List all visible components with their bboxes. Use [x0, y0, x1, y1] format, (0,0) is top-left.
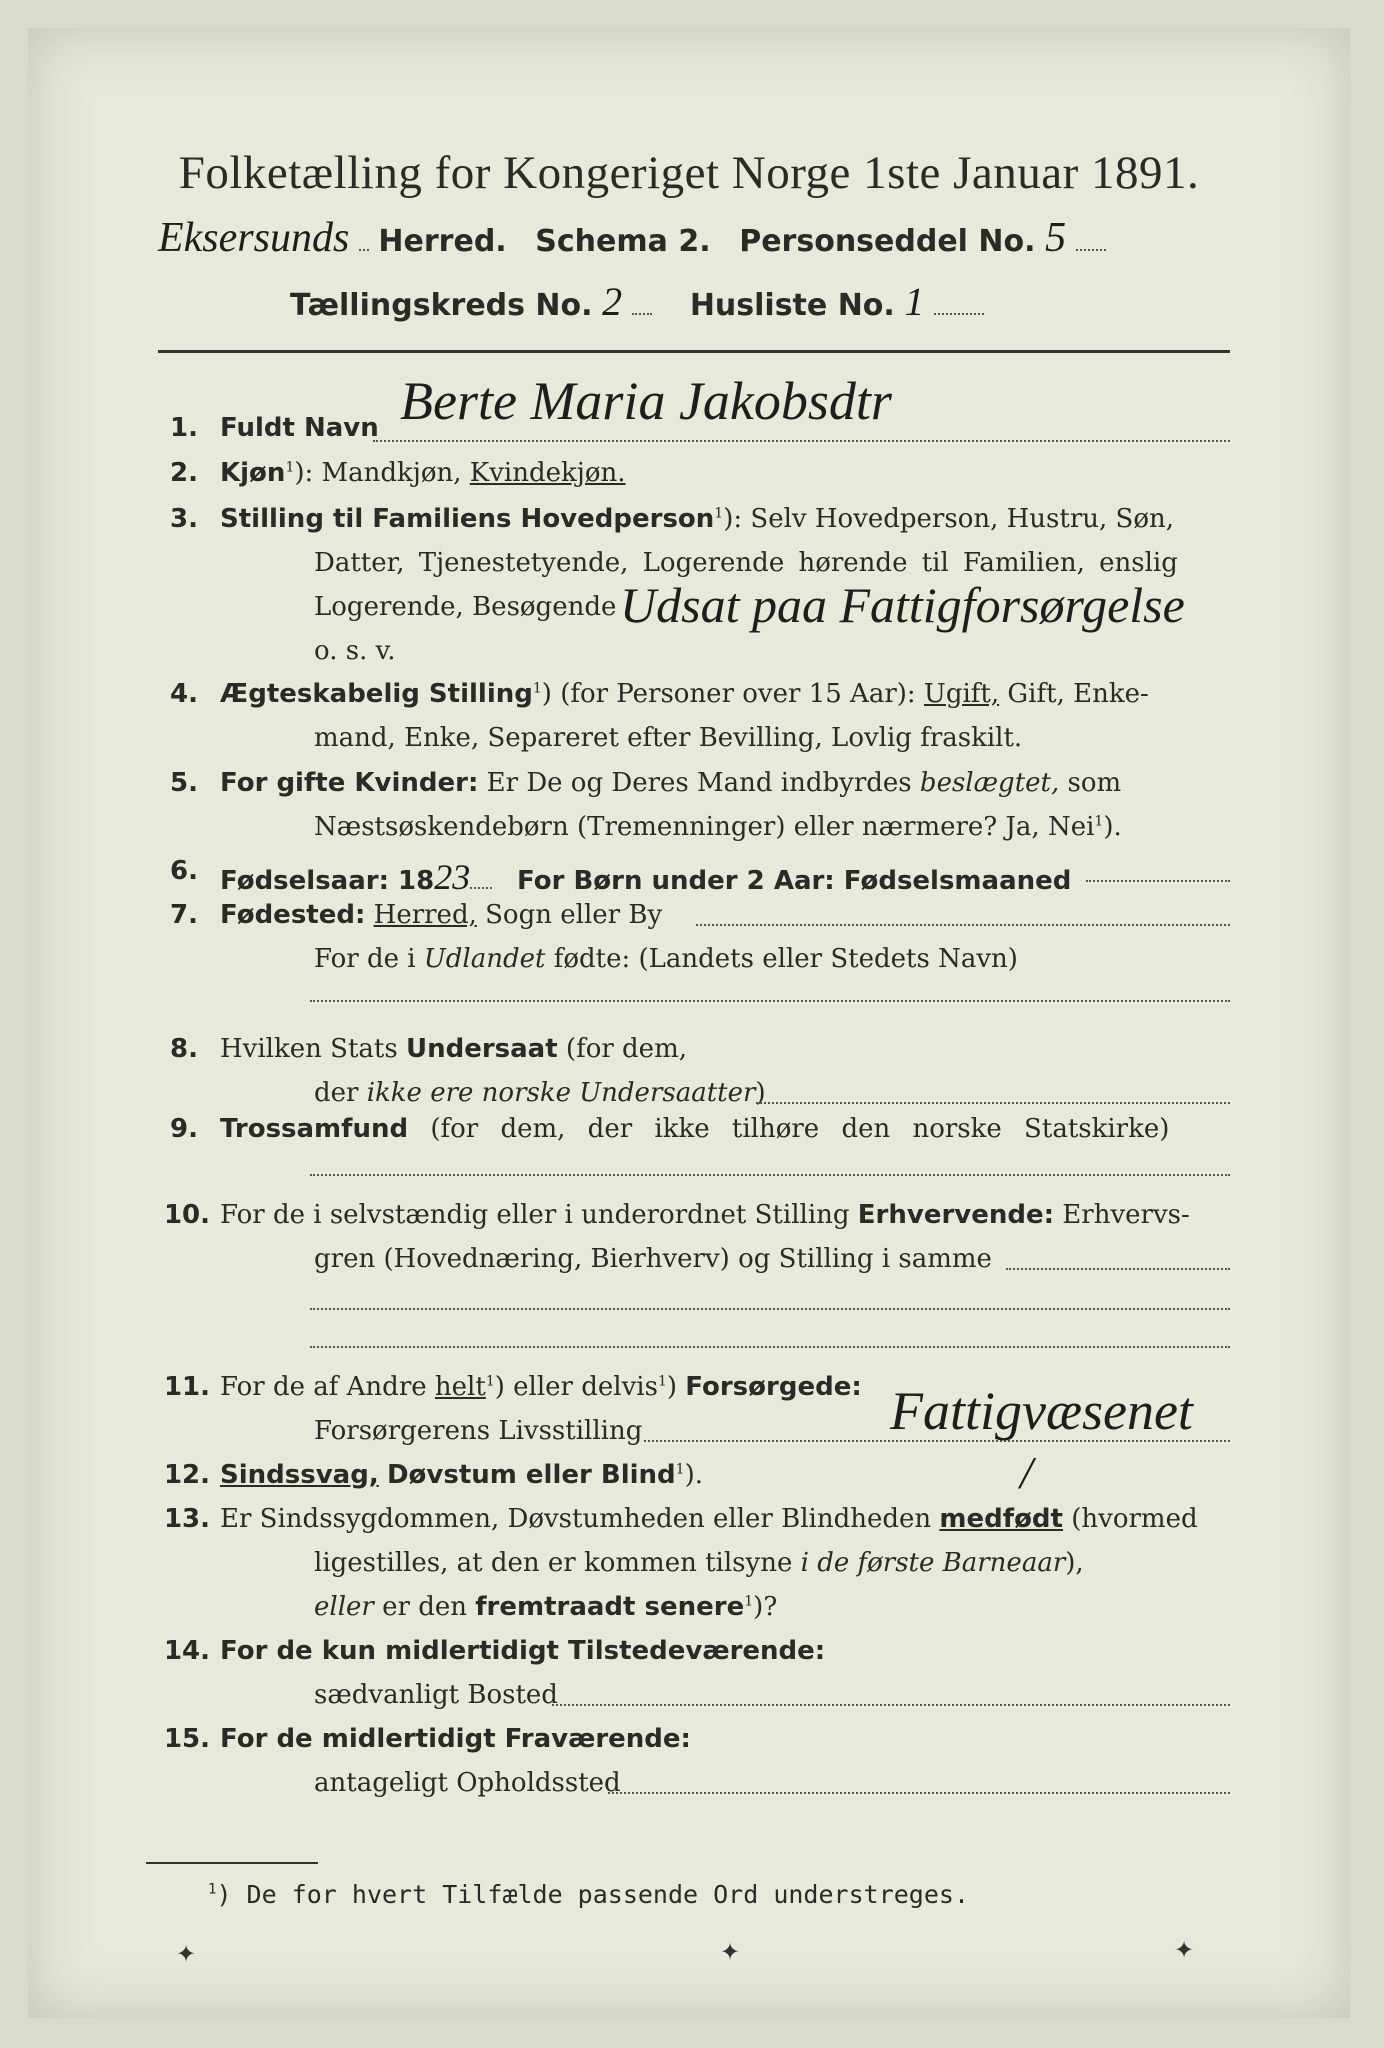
q7-dotline-2	[310, 1000, 1230, 1002]
q13-sup: 1	[744, 1593, 754, 1610]
q4-line1-a: ) (for Personer over 15 Aar):	[541, 679, 916, 709]
q10-dotline-2	[310, 1308, 1230, 1310]
q10-line1-a: For de i selvstændig eller i underordnet Stilling	[220, 1200, 850, 1230]
q12-sup: 1	[675, 1461, 685, 1478]
q15-number: 15.	[163, 1724, 210, 1754]
schema-label: Schema 2.	[535, 224, 711, 259]
q13-line2-b: ),	[1065, 1548, 1084, 1578]
q6-label: Fødselsaar: 18	[220, 866, 435, 896]
q11-row-2: Forsørgerens Livsstilling	[314, 1416, 643, 1446]
q6-number: 6.	[170, 856, 198, 886]
q1-value: Berte Maria Jakobsdtr	[400, 371, 892, 431]
q1-dotline	[373, 440, 1230, 442]
q7-herred: Herred,	[373, 900, 477, 930]
q8-line2-b: )	[755, 1078, 766, 1108]
registration-mark-center: ✦	[720, 1938, 741, 1966]
q7-line2-b: fødte: (Landets eller Stedets Navn)	[553, 944, 1018, 974]
q5-sup: 1	[1094, 813, 1104, 830]
q7-row-1	[220, 900, 662, 930]
herred-value: Eksersunds	[158, 215, 350, 261]
husliste-label: Husliste No.	[689, 288, 895, 323]
q6-dotline	[1086, 880, 1230, 882]
q11-sup-1: 1	[485, 1373, 495, 1390]
q12-row	[220, 1460, 703, 1490]
q14-row-2: sædvanligt Bosted	[314, 1680, 558, 1710]
personseddel-value: 5	[1045, 215, 1067, 261]
q13-row-1	[220, 1504, 1198, 1534]
q7-dotline-1	[696, 924, 1230, 926]
q15-row-1	[220, 1724, 691, 1754]
q14-number: 14.	[163, 1636, 210, 1666]
q1-label: Fuldt Navn	[220, 413, 379, 443]
q9-dotline	[310, 1174, 1230, 1176]
q8-line2-a: der	[314, 1078, 359, 1108]
q15-label: For de midlertidigt Fraværende:	[220, 1724, 691, 1754]
q1-row	[220, 413, 379, 443]
dots	[1076, 248, 1106, 251]
q8-line1-a: Hvilken Stats	[220, 1034, 398, 1064]
q11-sup-2: 1	[657, 1373, 667, 1390]
q5-line1-a: Er De og Deres Mand indbyrdes	[486, 768, 912, 798]
q12-rest: Døvstum eller Blind	[386, 1460, 676, 1490]
dots	[359, 248, 369, 251]
q13-line3-c: )?	[753, 1592, 778, 1622]
q10-row-2: gren (Hovednæring, Bierhverv) og Stilling i samme	[314, 1244, 992, 1274]
dots	[934, 312, 984, 315]
q5-beslaegtet: beslægtet,	[919, 768, 1060, 798]
q4-sup: 1	[532, 680, 542, 697]
q4-number: 4.	[170, 679, 198, 709]
q13-line3-a: er den	[382, 1592, 467, 1622]
q11-line1-a: For de af Andre	[220, 1372, 427, 1402]
q13-number: 13.	[163, 1504, 210, 1534]
registration-mark-right: ✦	[1174, 1936, 1195, 1964]
q7-number: 7.	[170, 900, 198, 930]
footnote	[208, 1880, 969, 1909]
q3-sup: 1	[714, 505, 724, 522]
q5-end: ).	[1103, 812, 1122, 842]
q4-label: Ægteskabelig Stilling	[220, 679, 533, 709]
q9-label: Trossamfund	[220, 1114, 409, 1144]
q13-line3-i: eller	[314, 1592, 374, 1622]
kreds-label: Tællingskreds No.	[290, 288, 593, 323]
q13-row-2	[314, 1548, 1084, 1578]
form-title: Folketælling for Kongeriget Norge 1ste Januar 1891.	[178, 147, 1200, 199]
q13-row-3	[314, 1592, 777, 1622]
herred-label: Herred.	[378, 224, 507, 259]
q11-helt: helt	[434, 1372, 486, 1402]
q5-line1-b: som	[1067, 768, 1122, 798]
q15-dotline	[608, 1792, 1230, 1794]
footnote-text: ) De for hvert Tilfælde passende Ord understreges.	[216, 1880, 970, 1909]
q12-number: 12.	[163, 1460, 210, 1490]
q3-number: 3.	[170, 504, 198, 534]
header-row-kreds	[290, 278, 984, 325]
husliste-value: 1	[904, 279, 925, 324]
q13-medfodt: medfødt	[939, 1504, 1063, 1534]
q12-sindssvag: Sindssvag,	[220, 1460, 379, 1490]
q3-value: Udsat paa Fattigforsørgelse	[620, 577, 1185, 633]
q11-line1-c: )	[666, 1372, 678, 1402]
q11-number: 11.	[163, 1372, 210, 1402]
q13-line1-b: (hvormed	[1071, 1504, 1198, 1534]
q14-dotline	[552, 1704, 1230, 1706]
q8-undersaat: Undersaat	[405, 1034, 558, 1064]
q6-row	[220, 856, 1071, 898]
q2-label: Kjøn	[220, 458, 286, 488]
q12-mark: /	[1020, 1447, 1033, 1498]
q2-number: 2.	[170, 458, 198, 488]
q8-row-2	[314, 1078, 766, 1108]
q3-label: Stilling til Familiens Hovedperson	[220, 504, 715, 534]
q5-number: 5.	[170, 768, 198, 798]
q11-row-1	[220, 1372, 862, 1402]
q10-erhvervende: Erhvervende:	[857, 1200, 1055, 1230]
q12-end: ).	[684, 1460, 703, 1490]
footnote-sup: 1	[208, 1881, 217, 1898]
q10-dotline-3	[310, 1346, 1230, 1348]
q8-row-1	[220, 1034, 687, 1064]
q5-label: For gifte Kvinder:	[220, 768, 479, 798]
q3-line1-rest: ): Selv Hovedperson, Hustru, Søn,	[723, 504, 1175, 534]
q6-rest: For Børn under 2 Aar: Fødselsmaaned	[517, 866, 1072, 896]
q2-rest: ): Mandkjøn,	[294, 458, 462, 488]
q7-udlandet: Udlandet	[423, 944, 546, 974]
q7-line2-a: For de i	[314, 944, 416, 974]
q2-sup: 1	[285, 459, 295, 476]
q14-row-1	[220, 1636, 825, 1666]
q10-line1-b: Erhvervs-	[1062, 1200, 1190, 1230]
q9-row	[220, 1114, 1169, 1144]
q2-row	[220, 458, 625, 488]
q11-value: Fattigvæsenet	[890, 1381, 1193, 1441]
q2-kvindekjon: Kvindekjøn.	[469, 458, 626, 488]
q13-line2-a: ligestilles, at den er kommen tilsyne	[314, 1548, 793, 1578]
q11-line1-b: ) eller delvis	[494, 1372, 658, 1402]
q8-dotline	[756, 1102, 1230, 1104]
q13-line1-a: Er Sindssygdommen, Døvstumheden eller Blindheden	[220, 1504, 932, 1534]
dots	[632, 312, 652, 315]
q1-number: 1.	[170, 413, 198, 443]
q7-row-2	[314, 944, 1018, 974]
q8-number: 8.	[170, 1034, 198, 1064]
q7-rest: Sogn eller By	[485, 900, 663, 930]
q10-row-1	[220, 1200, 1190, 1230]
q4-ugift: Ugift,	[923, 679, 1000, 709]
q10-number: 10.	[163, 1200, 210, 1230]
q8-line2-i: ikke ere norske Undersaatter	[366, 1078, 756, 1108]
q14-label: For de kun midlertidigt Tilstedeværende:	[220, 1636, 826, 1666]
q4-line1-b: Gift, Enke-	[1007, 679, 1149, 709]
q5-row-2	[314, 812, 1122, 842]
q3-row-4: o. s. v.	[314, 636, 396, 666]
q9-number: 9.	[170, 1114, 198, 1144]
q3-row-3: Logerende, Besøgende	[314, 592, 617, 622]
q13-line2-i: i de første Barneaar	[800, 1548, 1066, 1578]
header-row-herred	[158, 214, 1106, 262]
footnote-rule	[146, 1862, 318, 1864]
q5-row-1	[220, 768, 1121, 798]
kreds-value: 2	[602, 279, 623, 324]
header-divider	[158, 350, 1230, 353]
q4-row-2: mand, Enke, Separeret efter Bevilling, Lovlig fraskilt.	[314, 723, 1023, 753]
q9-rest: (for dem, der ikke tilhøre den norske Statskirke)	[430, 1114, 1170, 1144]
q4-row-1	[220, 679, 1149, 709]
q13-line3-b: fremtraadt senere	[475, 1592, 745, 1622]
q8-line1-b: (for dem,	[565, 1034, 687, 1064]
q6-value: 23	[434, 857, 471, 897]
registration-mark-left: ✦	[176, 1940, 197, 1968]
q10-dotline-1	[1006, 1268, 1230, 1270]
q15-row-2: antageligt Opholdssted	[314, 1768, 621, 1798]
personseddel-label: Personseddel No.	[739, 224, 1036, 259]
q5-line2: Næstsøskendebørn (Tremenninger) eller nærmere? Ja, Nei	[314, 812, 1095, 842]
q3-row-2: Datter, Tjenestetyende, Logerende hørende til Familien, enslig	[314, 548, 1178, 578]
q11-forsorgede: Forsørgede:	[685, 1372, 862, 1402]
q7-label: Fødested:	[220, 900, 366, 930]
dots	[470, 886, 492, 889]
q3-row-1	[220, 504, 1174, 534]
census-form	[28, 28, 1350, 2018]
